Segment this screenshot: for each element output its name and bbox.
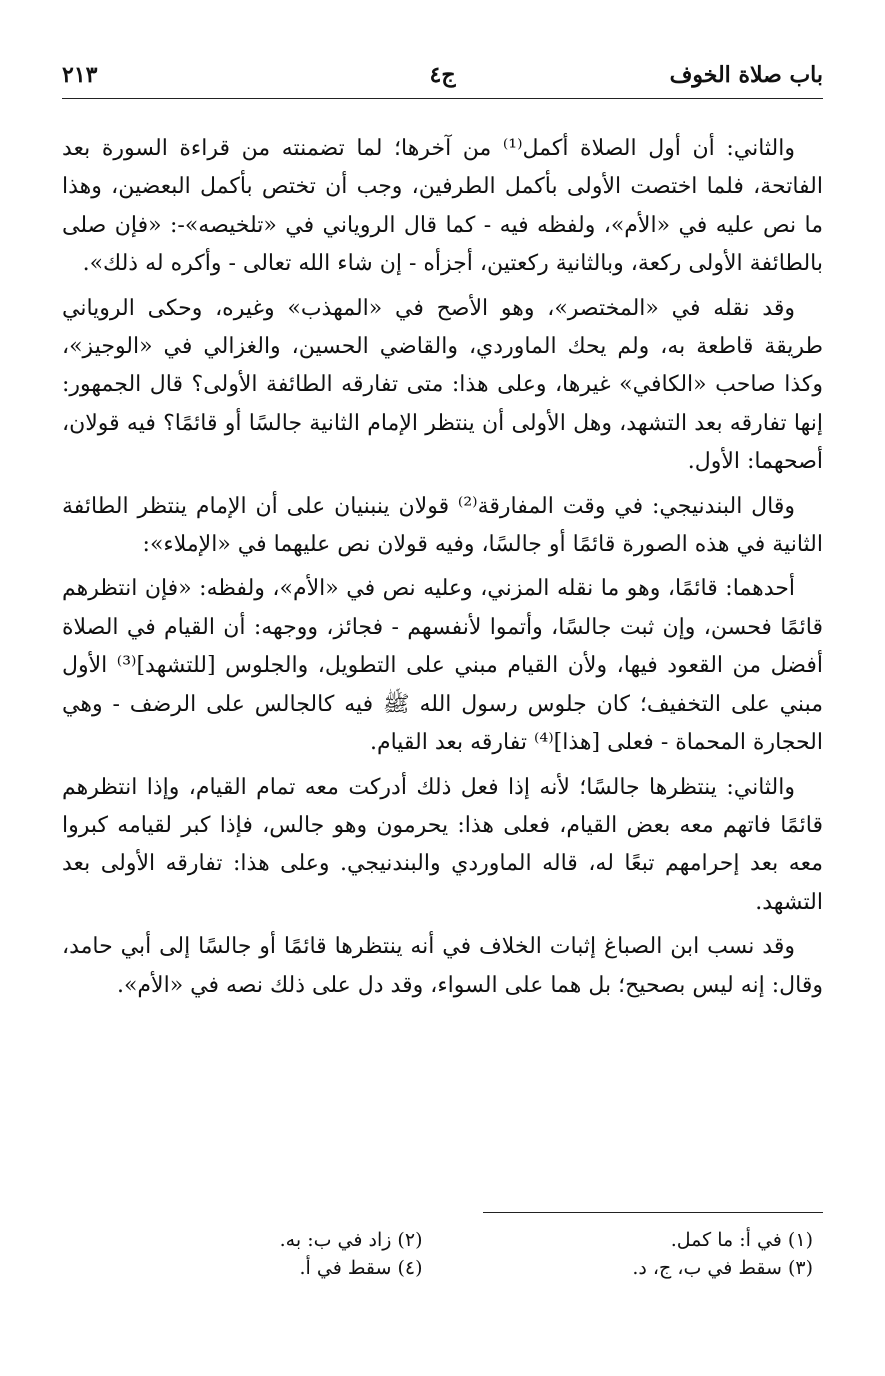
- footnote-divider: [483, 1212, 823, 1213]
- page-number: ٢١٣: [62, 62, 98, 88]
- paragraph: وقال البندنيجي: في وقت المفارقة⁽²⁾ قولان ينبنيان على أن الإمام ينتظر الطائفة الثانية في هذه الصورة قائمًا أو جالسًا، وفيه قولان نص عليهما في «الإملاء»:: [62, 493, 823, 558]
- paragraph: وقد نقله في «المختصر»، وهو الأصح في «المهذب» وغيره، وحكى الروياني طريقة قاطعة به، ولم يحك الماوردي، والقاضي الحسين، والغزالي في «الوجيز»، وكذا صاحب «الكافي» غيرها، وعلى هذا: متى تفارقه الطائفة الأولى؟ قال الجمهور: إنها تفارقه بعد التشهد، وهل الأولى أن ينتظر الإمام الثانية جالسًا أو قائمًا؟ فيه قولان، أصحهما: الأول.: [62, 295, 823, 475]
- chapter-title: باب صلاة الخوف: [669, 62, 823, 88]
- main-text: [62, 130, 823, 1011]
- footnotes: [62, 1226, 823, 1282]
- page-header: [62, 58, 823, 99]
- paragraph: أحدهما: قائمًا، وهو ما نقله المزني، وعليه نص في «الأم»، ولفظه: «فإن انتظرهم قائمًا فحسن، وإن ثبت جالسًا، وأتموا لأنفسهم - فجائز، ووجهه: أن القيام في الصلاة أفضل من القعود فيها، ولأن القيام مبني على التطويل، والجلوس [للتشهد]⁽³⁾ الأول مبني على التخفيف؛ كان جلوس رسول الله ﷺ فيه كالجالس على الرضف - وهي الحجارة المحماة - فعلى [هذا]⁽⁴⁾ تفارقه بعد القيام.: [62, 576, 823, 756]
- paragraph: والثاني: ينتظرها جالسًا؛ لأنه إذا فعل ذلك أدركت معه تمام القيام، وإذا انتظرهم قائمًا فاتهم معه بعض القيام، فعلى هذا: يحرمون وهو جالس، فإذا كبر لقيامه كبروا معه بعد إحرامهم تبعًا له، قاله الماوردي والبندنيجي. وعلى هذا: تفارقه الأولى بعد التشهد.: [62, 774, 823, 915]
- footnote-2: (٢) زاد في ب: به.: [279, 1229, 423, 1251]
- footnote-3: (٣) سقط في ب، ج، د.: [632, 1257, 813, 1279]
- paragraph: وقد نسب ابن الصباغ إثبات الخلاف في أنه ينتظرها قائمًا أو جالسًا إلى أبي حامد، وقال: إنه ليس بصحيح؛ بل هما على السواء، وقد دل على ذلك نصه في «الأم».: [62, 934, 823, 998]
- footnote-4: (٤) سقط في أ.: [299, 1257, 423, 1279]
- footnote-1: (١) في أ: ما كمل.: [670, 1229, 813, 1251]
- paragraph: والثاني: أن أول الصلاة أكمل⁽¹⁾ من آخرها؛ لما تضمنته من قراءة السورة بعد الفاتحة، فلما اختصت الأولى بأكمل الطرفين، وجب أن تختص بأكمل البعضين، وهذا ما نص عليه في «الأم»، ولفظه فيه - كما قال الروياني في «تلخيصه»-: «فإن صلى بالطائفة الأولى ركعة، وبالثانية ركعتين، أجزأه - إن شاء الله تعالى - وأكره له ذلك».: [62, 136, 823, 277]
- volume-label: ج٤: [429, 62, 456, 88]
